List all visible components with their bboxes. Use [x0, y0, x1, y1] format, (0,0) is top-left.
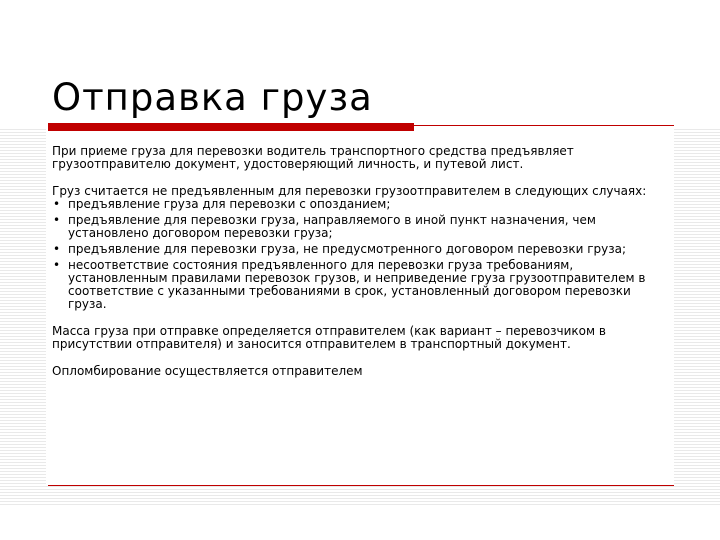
bullet-icon: •: [53, 242, 61, 256]
slide-body: [52, 145, 672, 378]
list-item: [52, 198, 672, 211]
paragraph-cargo-weight: Масса груза при отправке определяется отправителем (как вариант – перевозчиком в присутствии отправителя) и заносится отправителем в транспортный документ.: [52, 324, 606, 351]
list-item-text: предъявление груза для перевозки с опозданием;: [68, 197, 391, 211]
list-item: [52, 259, 672, 311]
footer-divider-line: [48, 485, 674, 486]
list-item-text: несоответствие состояния предъявленного для перевозки груза требованиям, установленным правилами перевозок грузов, и неприведение груза грузоотправителем в соответствие с указанными требованиями в срок, установленный договором перевозки груза.: [68, 258, 646, 311]
list-item-text: предъявление для перевозки груза, не предусмотренного договором перевозки груза;: [68, 242, 627, 256]
list-item: [52, 214, 672, 240]
bullet-icon: •: [53, 258, 61, 272]
paragraph-sealing: Опломбирование осуществляется отправителем: [52, 364, 363, 378]
title-accent-bar: [48, 123, 414, 131]
bullet-icon: •: [53, 197, 61, 211]
list-item: [52, 243, 672, 256]
cases-list: [52, 198, 672, 311]
list-item-text: предъявление для перевозки груза, направляемого в иной пункт назначения, чем установлено договором перевозки груза;: [68, 213, 596, 240]
paragraph-driver-documents: При приеме груза для перевозки водитель транспортного средства предъявляет грузоотправителю документ, удостоверяющий личность, и путевой лист.: [52, 144, 574, 171]
slide-title: Отправка груза: [52, 76, 373, 119]
footer-area: [0, 505, 720, 540]
bullet-icon: •: [53, 213, 61, 227]
paragraph-not-presented-cases: Груз считается не предъявленным для перевозки грузоотправителем в следующих случаях:: [52, 184, 647, 198]
